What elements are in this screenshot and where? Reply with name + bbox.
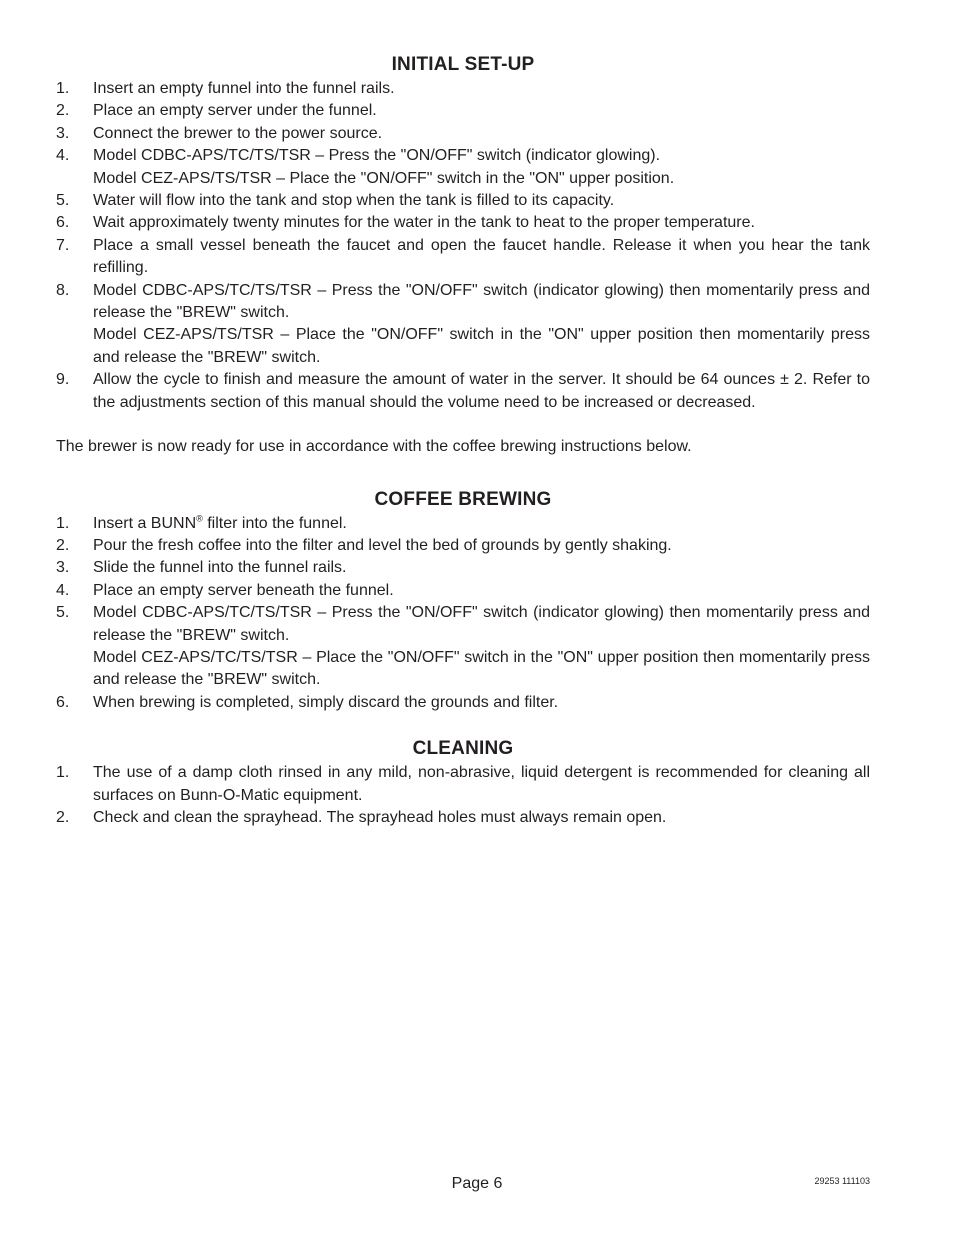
item-line: Model CEZ-APS/TC/TS/TSR – Place the "ON/OFF" switch in the "ON" upper position then momentarily press and release the "BREW" switch. (93, 648, 870, 689)
item-line: Slide the funnel into the funnel rails. (93, 559, 347, 577)
item-text (93, 692, 870, 714)
list-item (56, 513, 870, 535)
list-item (56, 580, 870, 602)
item-number: 4. (56, 147, 70, 165)
item-line: Place an empty server under the funnel. (93, 102, 377, 120)
item-text (93, 280, 870, 370)
item-line: Model CDBC-APS/TC/TS/TSR – Press the "ON/OFF" switch (indicator glowing) then momentarily press and release the "BREW" switch. (93, 281, 870, 322)
list-item (56, 78, 870, 100)
item-number: 3. (56, 559, 70, 577)
list-item (56, 100, 870, 122)
list-item (56, 807, 870, 829)
item-line: Place an empty server beneath the funnel. (93, 581, 394, 599)
list-item (56, 692, 870, 714)
list-item (56, 557, 870, 579)
item-line: Wait approximately twenty minutes for the water in the tank to heat to the proper temperature. (93, 214, 755, 232)
cleaning-heading: CLEANING (412, 738, 514, 760)
list-item (56, 190, 870, 212)
item-number: 9. (56, 371, 70, 389)
item-text (93, 602, 870, 692)
document-code: 29253 111103 (814, 1176, 870, 1186)
item-number: 3. (56, 124, 70, 142)
item-line: The use of a damp cloth rinsed in any mild, non-abrasive, liquid detergent is recommended for cleaning all surfaces on Bunn-O-Matic equipment. (93, 764, 870, 804)
item-line: Connect the brewer to the power source. (93, 124, 383, 142)
item-number: 4. (56, 581, 70, 599)
list-item (56, 535, 870, 557)
item-line: Model CDBC-APS/TC/TS/TSR – Press the "ON/OFF" switch (indicator glowing) then momentarily press and release the "BREW" switch. (93, 604, 870, 644)
item-text (93, 235, 870, 280)
item-number: 5. (56, 192, 70, 210)
list-item (56, 235, 870, 280)
item-line: Pour the fresh coffee into the filter and level the bed of grounds by gently shaking. (93, 536, 672, 554)
item-number: 6. (56, 214, 70, 232)
item-text (93, 212, 870, 234)
item-text: Insert a BUNN® filter into the funnel. (93, 513, 347, 532)
list-item (56, 602, 870, 692)
cleaning-list (56, 762, 870, 829)
item-line: Place a small vessel beneath the faucet and open the faucet handle. Release it when you hear the tank refilling. (93, 236, 870, 277)
list-item (56, 369, 870, 414)
item-number: 2. (56, 808, 70, 826)
item-line: When brewing is completed, simply discard the grounds and filter. (93, 693, 559, 711)
item-number: 1. (56, 80, 70, 97)
item-number: 8. (56, 281, 70, 299)
list-item (56, 280, 870, 370)
item-text (93, 580, 870, 602)
item-text (93, 557, 870, 579)
item-text (93, 123, 870, 145)
item-line: Insert an empty funnel into the funnel rails. (93, 80, 395, 97)
item-text (93, 100, 870, 122)
item-text (93, 78, 870, 100)
manual-page (56, 52, 870, 829)
item-number: 2. (56, 536, 70, 554)
item-text (93, 369, 870, 414)
item-text (93, 762, 870, 807)
initial-setup-list (56, 78, 870, 414)
item-number: 7. (56, 236, 70, 254)
item-line: Model CEZ-APS/TS/TSR – Place the "ON/OFF" switch in the "ON" upper position then momentarily press and release the "BREW" switch. (93, 326, 870, 366)
list-item (56, 123, 870, 145)
item-text (93, 535, 870, 557)
item-line: Allow the cycle to finish and measure the amount of water in the server. It should be 64 ounces ± 2. Refer to the adjustments section of this manual should the volume need to be increased or decreased. (93, 371, 870, 411)
list-item (56, 212, 870, 234)
item-line: Check and clean the sprayhead. The sprayhead holes must always remain open. (93, 808, 667, 826)
list-item (56, 762, 870, 807)
item-line: Water will flow into the tank and stop when the tank is filled to its capacity. (93, 192, 615, 210)
coffee-brewing-list (56, 513, 870, 715)
item-line: Model CDBC-APS/TC/TS/TSR – Press the "ON/OFF" switch (indicator glowing). (93, 147, 661, 165)
item-text (93, 190, 870, 212)
initial-setup-heading: INITIAL SET-UP (391, 54, 535, 75)
item-number: 1. (56, 764, 70, 782)
list-item (56, 145, 870, 190)
item-number: 1. (56, 514, 70, 532)
page-number: Page 6 (451, 1175, 503, 1192)
item-text (93, 807, 870, 829)
item-line: Model CEZ-APS/TS/TSR – Place the "ON/OFF" switch in the "ON" upper position. (93, 169, 675, 187)
item-number: 6. (56, 693, 70, 711)
item-text (93, 145, 870, 190)
ready-note: The brewer is now ready for use in accordance with the coffee brewing instructions below. (56, 438, 692, 456)
item-number: 5. (56, 604, 70, 622)
item-number: 2. (56, 102, 70, 120)
coffee-brewing-heading: COFFEE BREWING (374, 488, 552, 510)
